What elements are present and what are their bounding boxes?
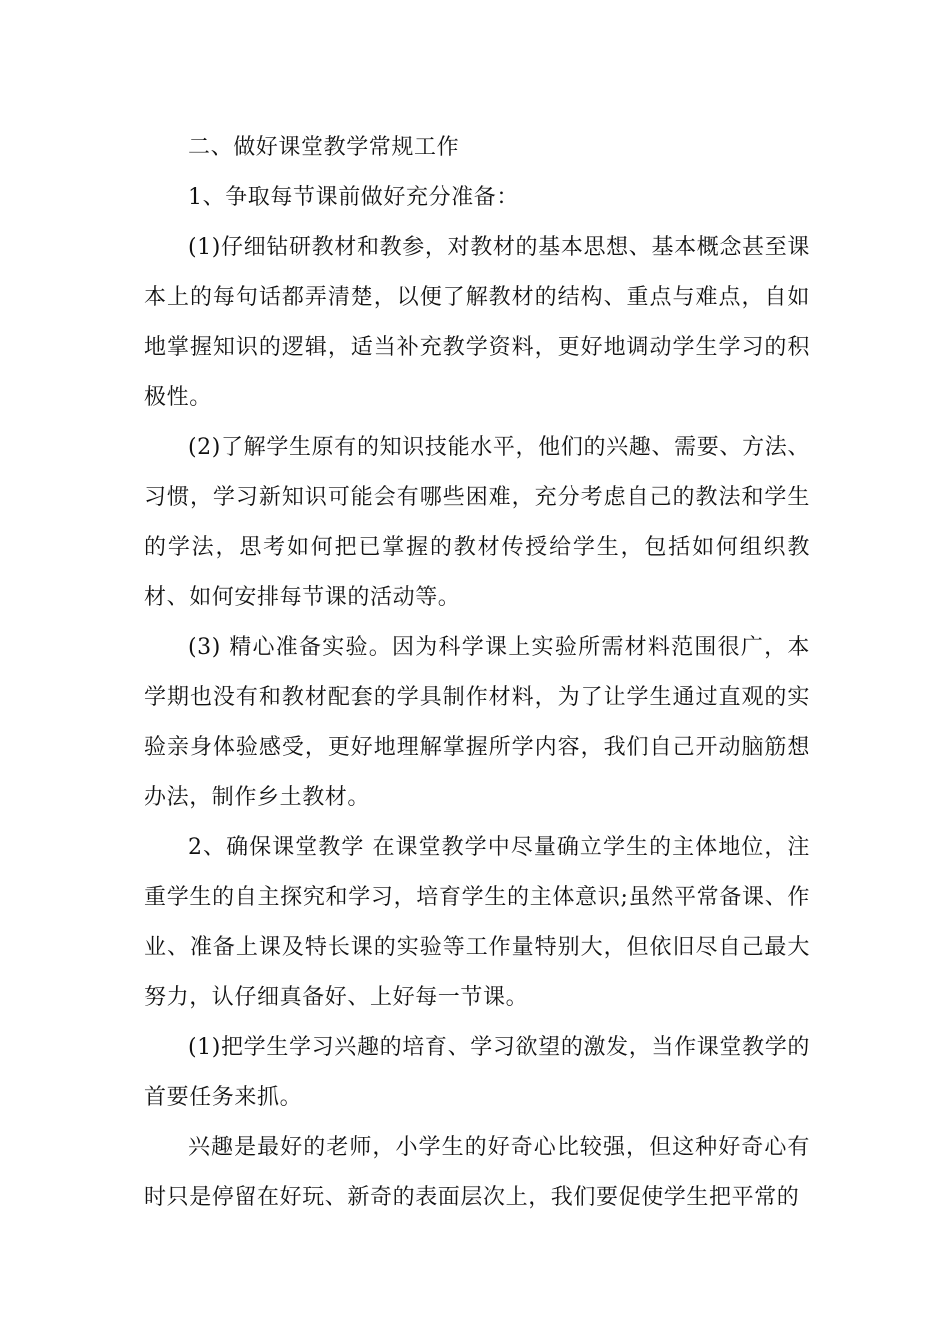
paragraph: 兴趣是最好的老师，小学生的好奇心比较强，但这种好奇心有时只是停留在好玩、新奇的表面层次上，我们要促使学生把平常的 (144, 1135, 810, 1210)
paragraph: 1、争取每节课前做好充分准备： (188, 185, 519, 210)
paragraph: (1)仔细钻研教材和教参，对教材的基本思想、基本概念甚至课本上的每句话都弄清楚，以便了解教材的结构、重点与难点，自如地掌握知识的逻辑，适当补充教学资料，更好地调动学生学习的积极性。 (144, 235, 810, 410)
paragraph: 2、确保课堂教学 在课堂教学中尽量确立学生的主体地位，注重学生的自主探究和学习，培育学生的主体意识;虽然平常备课、作业、准备上课及特长课的实验等工作量特别大，但依旧尽自己最大努力，认仔细真备好、上好每一节课。 (144, 835, 810, 1010)
document-body (144, 123, 810, 1223)
paragraph: (2)了解学生原有的知识技能水平，他们的兴趣、需要、方法、习惯，学习新知识可能会有哪些困难，充分考虑自己的教法和学生的学法，思考如何把已掌握的教材传授给学生，包括如何组织教材、如何安排每节课的活动等。 (144, 435, 810, 610)
paragraph: (3) 精心准备实验。因为科学课上实验所需材料范围很广，本学期也没有和教材配套的学具制作材料，为了让学生通过直观的实验亲身体验感受，更好地理解掌握所学内容，我们自己开动脑筋想办法，制作乡土教材。 (144, 635, 810, 810)
paragraph: (1)把学生学习兴趣的培育、学习欲望的激发，当作课堂教学的首要任务来抓。 (144, 1035, 810, 1110)
section-heading: 二、做好课堂教学常规工作 (188, 135, 460, 160)
